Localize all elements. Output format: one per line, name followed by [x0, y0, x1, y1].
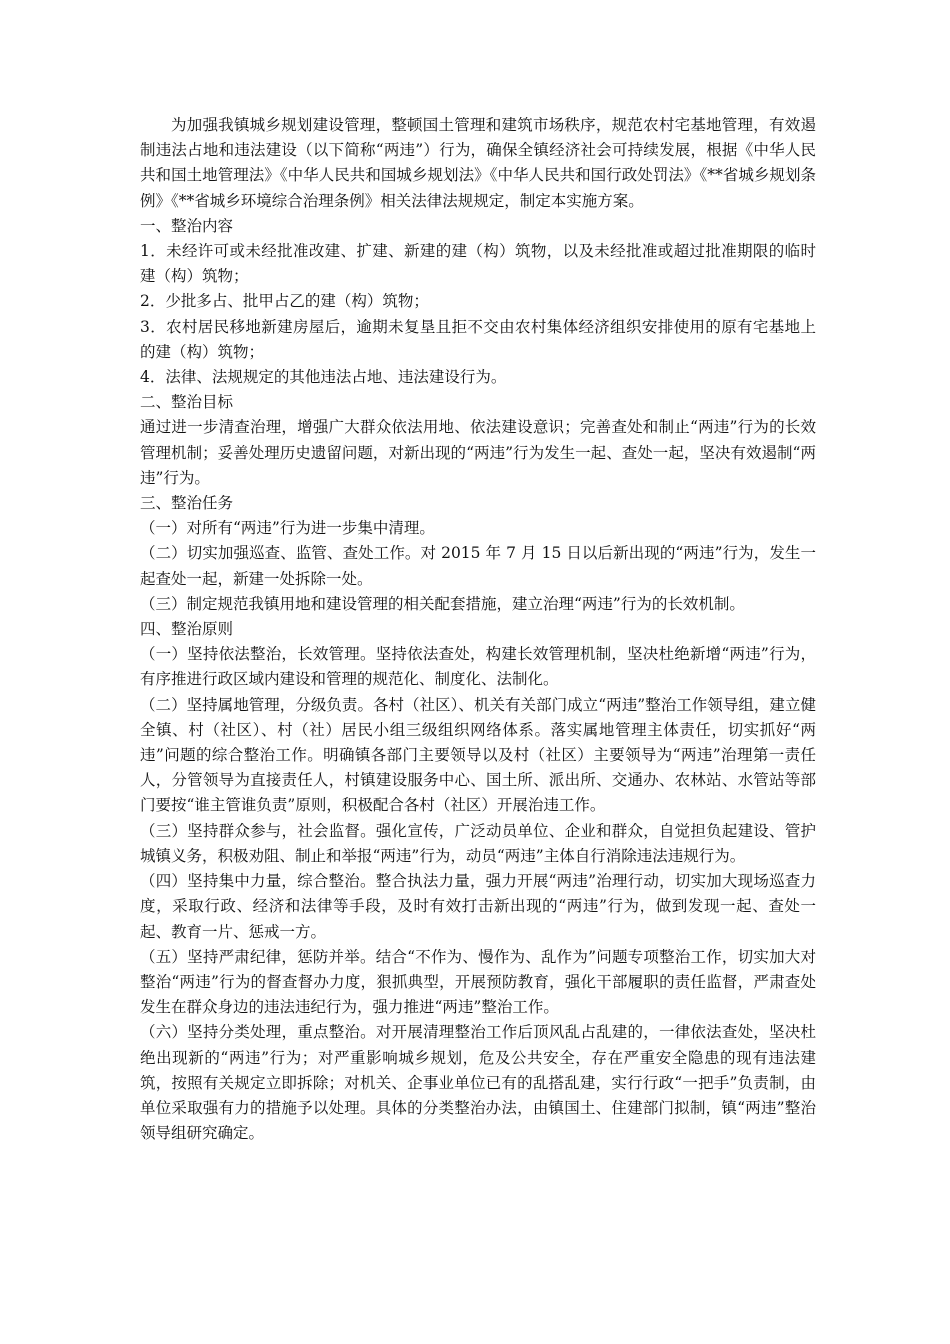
- section-heading-content: 一、整治内容: [140, 216, 234, 235]
- principle-item-5: （五）坚持严肃纪律，惩防并举。结合“不作为、慢作为、乱作为”问题专项整治工作，切实加大对整治“两违”行为的督查督办力度，狠抓典型，开展预防教育，强化干部履职的责任监督，严肃查处发生在群众身边的违法违纪行为，强力推进“两违”整治工作。: [140, 947, 816, 1017]
- task-item-3: （三）制定规范我镇用地和建设管理的相关配套措施，建立治理“两违”行为的长效机制。: [140, 594, 745, 613]
- principle-item-4: （四）坚持集中力量，综合整治。整合执法力量，强力开展“两违”治理行动，切实加大现场巡查力度，采取行政、经济和法律等手段，及时有效打击新出现的“两违”行为，做到发现一起、查处一起、教育一片、惩戒一方。: [140, 872, 816, 941]
- principle-item-1: （一）坚持依法整治，长效管理。坚持依法查处，构建长效管理机制，坚决杜绝新增“两违”行为，有序推进行政区域内建设和管理的规范化、制度化、法制化。: [140, 645, 816, 689]
- goals-paragraph: 通过进一步清查治理，增强广大群众依法用地、依法建设意识；完善查处和制止“两违”行为的长效管理机制；妥善处理历史遗留问题，对新出现的“两违”行为发生一起、查处一起，坚决有效遏制“两违”行为。: [140, 418, 816, 487]
- principle-item-2: （二）坚持属地管理，分级负责。各村（社区）、机关有关部门成立“两违”整治工作领导组，建立健全镇、村（社区）、村（社）居民小组三级组织网络体系。落实属地管理主体责任，切实抓好“两违”问题的综合整治工作。明确镇各部门主要领导以及村（社区）主要领导为“两违”治理第一责任人，分管领导为直接责任人，村镇建设服务中心、国土所、派出所、交通办、农林站、水管站等部门要按“谁主管谁负责”原则，积极配合各村（社区）开展治违工作。: [140, 695, 816, 815]
- intro-paragraph: 为加强我镇城乡规划建设管理，整顿国土管理和建筑市场秩序，规范农村宅基地管理，有效遏制违法占地和违法建设（以下简称“两违”）行为，确保全镇经济社会可持续发展，根据《中华人民共和国土地管理法》《中华人民共和国城乡规划法》《中华人民共和国行政处罚法》《**省城乡规划条例》《**省城乡环境综合治理条例》相关法律法规规定，制定本实施方案。: [140, 116, 816, 210]
- task-item-2: （二）切实加强巡查、监管、查处工作。对 2015 年 7 月 15 日以后新出现的“两违”行为，发生一起查处一起，新建一处拆除一处。: [140, 544, 816, 588]
- principle-item-6: （六）坚持分类处理，重点整治。对开展清理整治工作后顶风乱占乱建的，一律依法查处，坚决杜绝出现新的“两违”行为；对严重影响城乡规划，危及公共安全，存在严重安全隐患的现有违法建筑，按照有关规定立即拆除；对机关、企事业单位已有的乱搭乱建，实行行政“一把手”负责制，由单位采取强有力的措施予以处理。具体的分类整治办法，由镇国土、住建部门拟制，镇“两违”整治领导组研究确定。: [140, 1023, 816, 1143]
- content-item-3: 3．农村居民移地新建房屋后，逾期未复垦且拒不交由农村集体经济组织安排使用的原有宅基地上的建（构）筑物；: [140, 317, 816, 361]
- document-page: [140, 113, 816, 1146]
- content-item-2: 2．少批多占、批甲占乙的建（构）筑物；: [140, 292, 429, 311]
- section-heading-tasks: 三、整治任务: [140, 494, 234, 513]
- principle-item-3: （三）坚持群众参与，社会监督。强化宣传，广泛动员单位、企业和群众，自觉担负起建设、管护城镇义务，积极劝阻、制止和举报“两违”行为，动员“两违”主体自行消除违法违规行为。: [140, 821, 816, 865]
- task-item-1: （一）对所有“两违”行为进一步集中清理。: [140, 519, 435, 538]
- section-heading-goals: 二、整治目标: [140, 393, 234, 412]
- content-item-4: 4．法律、法规规定的其他违法占地、违法建设行为。: [140, 368, 507, 387]
- section-heading-principles: 四、整治原则: [140, 620, 234, 639]
- content-item-1: 1．未经许可或未经批准改建、扩建、新建的建（构）筑物，以及未经批准或超过批准期限的临时建（构）筑物；: [140, 242, 816, 286]
